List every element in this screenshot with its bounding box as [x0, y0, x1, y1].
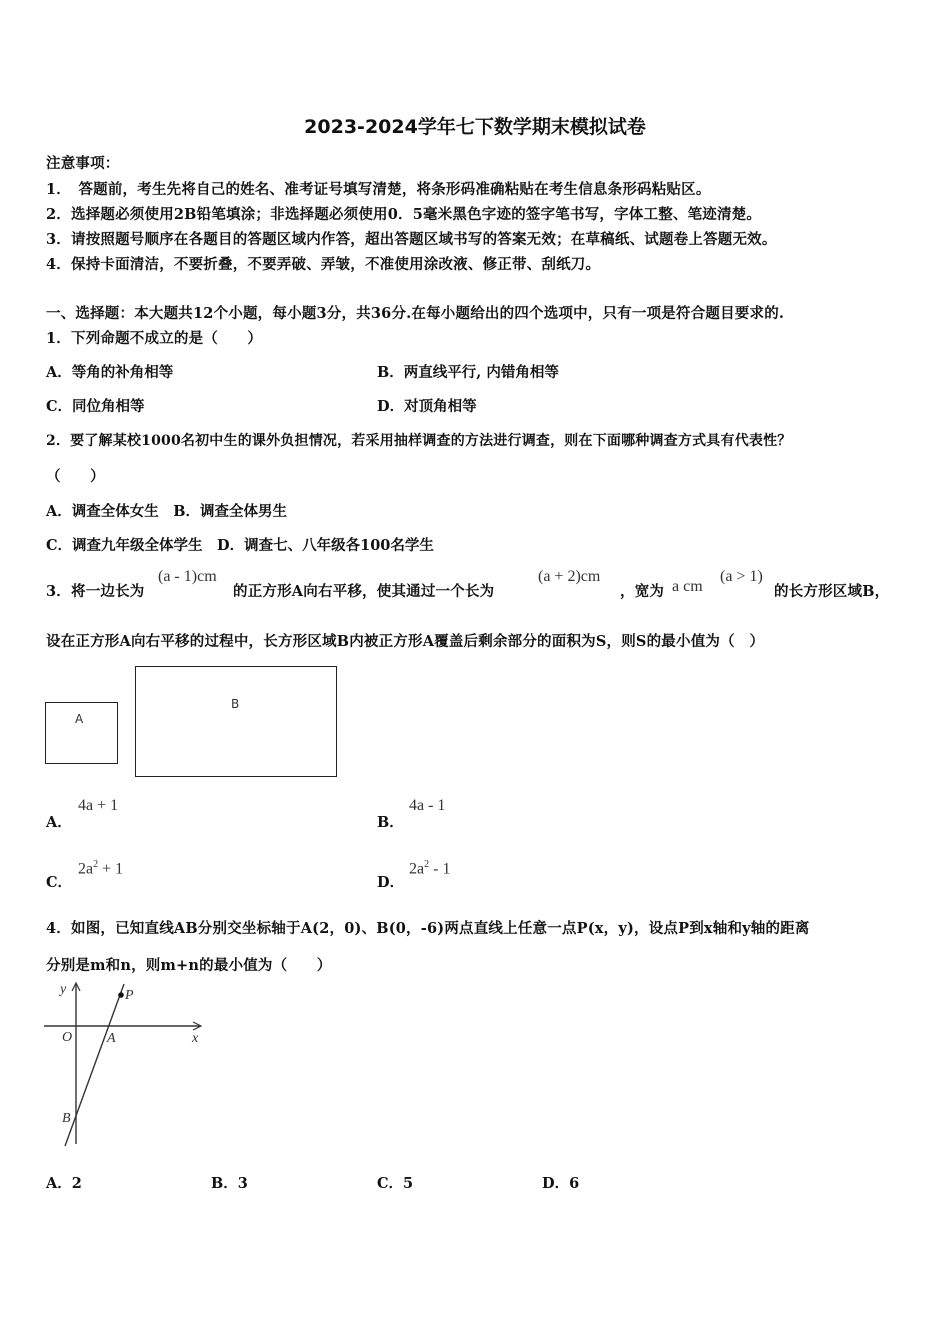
page-title: 2023-2024学年七下数学期末模拟试卷: [304, 116, 646, 138]
q3-option-c-letter: C．: [46, 874, 73, 891]
coordinate-figure: [40, 978, 210, 1150]
point-p: [118, 992, 124, 998]
q3-option-c-exp: 2: [93, 859, 99, 870]
q3-text-2: 的正方形A向右平移，使其通过一个长为: [233, 583, 495, 600]
q3-option-c-base: 2a: [78, 860, 94, 878]
q1-option-b: B．两直线平行, 内错角相等: [377, 364, 559, 381]
q2-options-cd: C．调查九年级全体学生 D．调查七、八年级各100名学生: [46, 537, 434, 554]
notice-item-3: 3．请按照题号顺序在各题目的答题区域内作答，超出答题区域书写的答案无效；在草稿纸、试题卷上答题无效。: [46, 231, 777, 248]
q1-option-a: A．等角的补角相等: [46, 364, 174, 381]
q4-option-d: D．6: [542, 1175, 580, 1192]
x-axis-label: x: [192, 1031, 199, 1046]
q1-option-d: D．对顶角相等: [377, 398, 477, 415]
q3-option-b-expr: 4a - 1: [409, 797, 446, 814]
rectangle-b-label: B: [231, 697, 240, 711]
y-axis-label: y: [60, 982, 67, 997]
notice-heading: 注意事项：: [46, 155, 120, 172]
point-a-label: A: [107, 1031, 116, 1046]
q2-stem: 2．要了解某校1000名初中生的课外负担情况，若采用抽样调查的方法进行调查，则在下面哪种调查方式具有代表性？: [46, 433, 792, 449]
q3-option-c-rest: + 1: [98, 860, 124, 878]
notice-item-2: 2．选择题必须使用2B铅笔填涂；非选择题必须使用0．5毫米黑色字迹的签字笔书写，字体工整、笔迹清楚。: [46, 206, 762, 223]
q3-text-1: 3．将一边长为: [46, 583, 145, 600]
q1-option-c: C．同位角相等: [46, 398, 145, 415]
q2-options-ab: A．调查全体女生 B．调查全体男生: [46, 503, 288, 520]
point-p-label: P: [125, 988, 134, 1003]
q4-option-a: A．2: [46, 1175, 82, 1192]
q3-expr-side: (a - 1)cm: [158, 568, 217, 585]
q2-paren: （ ）: [46, 468, 105, 485]
q3-option-a-letter: A．: [46, 814, 72, 831]
q3-text-4: 的长方形区域B，: [774, 583, 890, 600]
q3-expr-condition: (a > 1): [720, 568, 763, 585]
q3-expr-width: a cm: [672, 578, 703, 595]
point-b-label: B: [62, 1111, 71, 1126]
rectangle-b: [135, 666, 337, 777]
q4-option-c: C．5: [377, 1175, 414, 1192]
q3-option-d-rest: - 1: [429, 860, 451, 878]
q3-option-b-letter: B．: [377, 814, 404, 831]
q3-option-d-expr: [409, 859, 450, 878]
square-a-label: A: [75, 712, 84, 726]
q3-option-c-expr: [78, 859, 123, 878]
notice-item-1: 1． 答题前，考生先将自己的姓名、准考证号填写清楚，将条形码准确粘贴在考生信息条形码粘贴区。: [46, 181, 711, 198]
notice-item-4: 4．保持卡面清洁，不要折叠，不要弄破、弄皱，不准使用涂改液、修正带、刮纸刀。: [46, 256, 601, 273]
q3-option-d-exp: 2: [424, 859, 430, 870]
q3-option-a-expr: 4a + 1: [78, 797, 119, 814]
q4-stem-line1: 4．如图，已知直线AB分别交坐标轴于A(2，0)、B(0，-6)两点直线上任意一点P(x，y)，设点P到x轴和y轴的距离: [46, 920, 810, 937]
q1-stem: 1．下列命题不成立的是（ ）: [46, 330, 263, 347]
line-ab: [65, 984, 124, 1146]
q4-stem-line2: 分别是m和n，则m+n的最小值为（ ）: [46, 957, 332, 974]
q3-option-d-letter: D．: [377, 874, 405, 891]
q3-text-3: ，宽为: [620, 583, 665, 600]
q3-option-d-base: 2a: [409, 860, 425, 878]
origin-label: O: [62, 1030, 73, 1045]
section-heading: 一、选择题：本大题共12个小题，每小题3分，共36分.在每小题给出的四个选项中，只有一项是符合题目要求的.: [46, 305, 785, 322]
q4-option-b: B．3: [211, 1175, 248, 1192]
q3-expr-length: (a + 2)cm: [538, 568, 601, 585]
q3-text-line2: 设在正方形A向右平移的过程中，长方形区域B内被正方形A覆盖后剩余部分的面积为S，则S的最小值为（ ）: [46, 633, 765, 650]
